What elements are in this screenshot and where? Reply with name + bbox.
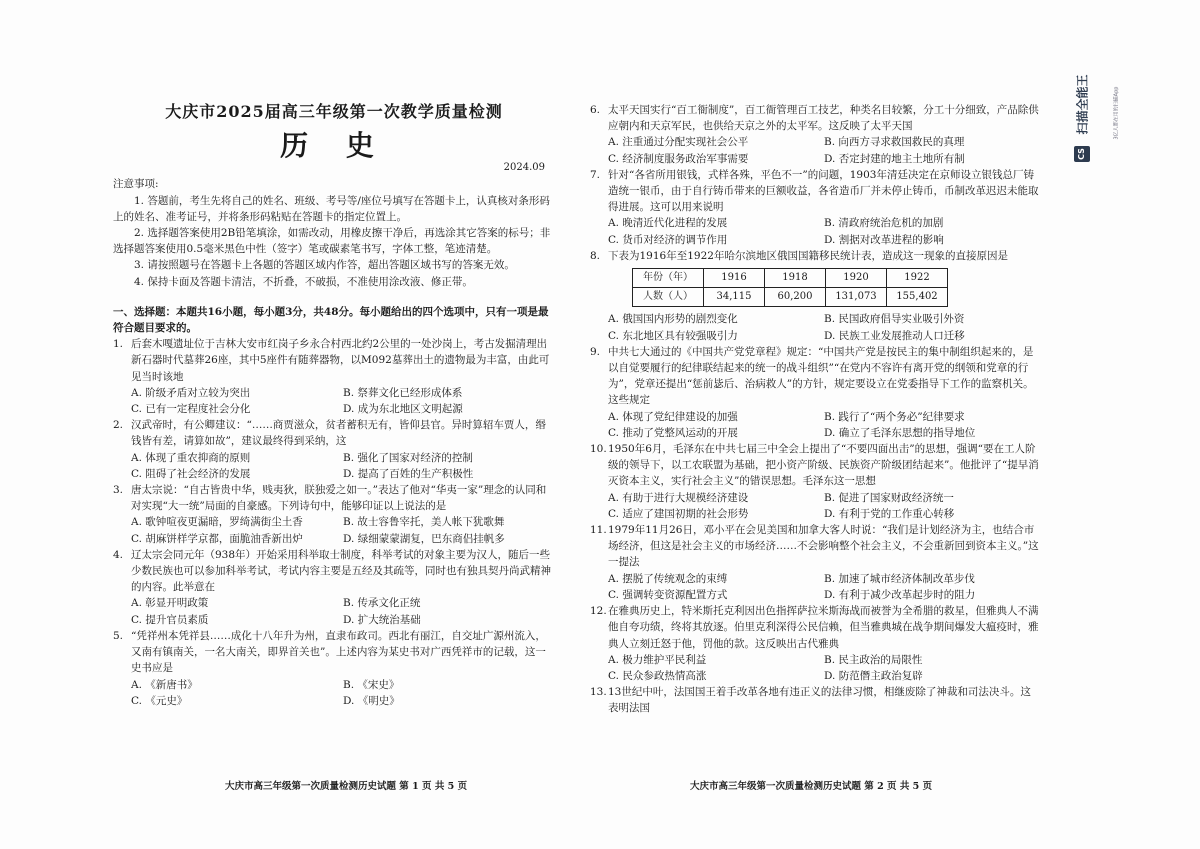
question-text: 在雅典历史上，特米斯托克利因出色指挥萨拉米斯海战而被誉为全希腊的救星，但雅典人不满他自夸功绩，终将其放逐。伯里克利深得公民信赖，但当雅典城在战争期间爆发大瘟疫时，雅典人立刻迁怒于他，罚他的款。这反映出古代雅典 [608,605,1039,650]
notice-heading: 注意事项: [113,178,159,191]
notice-item: 3. 请按照题号在答题卡上各题的答题区域内作答，超出答题区域书写的答案无效。 [134,259,515,272]
question-7 [590,167,1040,248]
option-a[interactable]: A. 有助于进行大规模经济建设 [608,491,749,504]
scanner-watermark [1074,68,1120,160]
question-text: 针对“各省所用银钱，式样各殊，平色不一”的问题，1903年清廷决定在京师设立银钱总厂铸造统一银币，由于自行铸币带来的巨额收益，各省造币厂并未停止铸币，币制改革迟迟未能取得进展。这可以用来说明 [608,168,1039,214]
table-header-label: 年份（年） [633,269,704,288]
exam-date: 2024.09 [503,162,545,174]
table-year: 1920 [826,269,887,288]
subject-title: 历 史 [280,129,388,163]
question-number: 10. [590,443,607,456]
option-b[interactable]: B. 民主政治的局限性 [824,653,923,666]
question-number: 13. [590,686,607,699]
option-d[interactable]: D. 有利于党的工作重心转移 [824,507,955,520]
scanner-app-name: 扫描全能王 [1075,74,1090,135]
question-text: 下表为1916年至1922年哈尔滨地区俄国国籍移民统计表，造成这一现象的直接原因是 [608,249,1008,262]
option-c[interactable]: C. 胡麻饼样学京都，面脆油香新出炉 [131,532,303,545]
table-row [633,269,948,288]
option-a[interactable]: A. 《新唐书》 [131,678,198,691]
option-b[interactable]: B. 传承文化正统 [343,597,421,610]
option-c[interactable]: C. 强调转变资源配置方式 [608,588,728,601]
option-a[interactable]: A. 注重通过分配实现社会公平 [608,136,749,149]
option-a[interactable]: A. 极力维护平民利益 [608,653,707,666]
option-c[interactable]: C. 适应了建国初期的社会形势 [608,507,749,520]
question-13 [590,684,1040,716]
exam-title: 大庆市2025届高三年级第一次教学质量检测 [165,102,503,121]
question-number: 2. [113,419,124,432]
question-text: 中共七大通过的《中国共产党党章程》规定：“中国共产党是按民主的集中制组织起来的，是以自觉要履行的纪律联结起来的统一的战斗组织”“在党内不容许有离开党的纲领和党章的行为”，党章还提出“惩前毖后、治病救人”的方针，规定要设立在党委指导下工作的监察机关。这些规定 [608,345,1034,407]
question-number: 5. [113,629,124,642]
option-b[interactable]: B. 强化了国家对经济的控制 [343,451,473,464]
option-b[interactable]: B. 祭葬文化已经形成体系 [343,386,463,399]
right-column [590,102,1040,717]
option-a[interactable]: A. 体现了党纪律建设的加强 [608,410,738,423]
question-number: 12. [590,605,607,618]
page-footer-left: 大庆市高三年级第一次质量检测历史试题 第 1 页 共 5 页 [225,781,468,792]
question-text: 太平天国实行“百工衙制度”，百工衙管理百工技艺，种类名目较繁，分工十分细致，产品除供应朝内和天京军民，也供给天京之外的太平军。这反映了太平天国 [608,104,1039,133]
option-b[interactable]: B. 《宋史》 [343,678,400,691]
option-c[interactable]: C. 《元史》 [131,694,188,707]
question-number: 3. [113,484,124,497]
notice-item: 1. 答题前，考生先将自己的姓名、班级、考号等/座位号填写在答题卡上，认真核对条形码上的姓名、准考证号，并将条形码粘贴在答题卡的指定位置上。 [113,194,550,223]
option-c[interactable]: C. 货币对经济的调节作用 [608,233,728,246]
question-number: 11. [590,524,607,537]
question-text: 13世纪中叶，法国国王着手改革各地有违正义的法律习惯，相继废除了神裁和司法决斗。这表明法国 [608,686,1031,715]
option-d[interactable]: D. 民族工业发展推动人口迁移 [824,329,965,342]
notice-item: 4. 保持卡面及答题卡清洁，不折叠，不破损，不准使用涂改液、修正带。 [134,275,473,288]
question-3 [113,482,555,547]
option-d[interactable]: D. 否定封建的地主土地所有制 [824,152,965,165]
question-10 [590,441,1040,522]
table-value: 60,200 [765,288,826,307]
question-2 [113,417,555,482]
option-c[interactable]: C. 民众参政热情高涨 [608,669,707,682]
option-d[interactable]: D. 扩大统治基础 [343,613,421,626]
question-number: 7. [590,168,601,181]
table-row-label: 人数（人） [633,288,704,307]
option-b[interactable]: B. 向西方寻求救国救民的真理 [824,136,965,149]
option-d[interactable]: D. 有利于减少改革起步时的阻力 [824,588,976,601]
option-d[interactable]: D. 成为东北地区文明起源 [343,403,463,416]
camscanner-logo-icon: CS [1074,146,1090,162]
question-8 [590,248,1040,344]
option-b[interactable]: B. 促进了国家财政经济统一 [824,491,954,504]
option-b[interactable]: B. 清政府统治危机的加剧 [824,217,944,230]
question-number: 8. [590,249,601,262]
table-value: 155,402 [887,288,948,307]
question-4 [113,547,555,628]
scanner-tagline: 3亿人都在用的扫描App [1113,86,1120,140]
option-c[interactable]: C. 经济制度服务政治军事需要 [608,152,749,165]
option-d[interactable]: D. 割据对改革进程的影响 [824,233,944,246]
question-number: 4. [113,548,124,561]
left-column [113,98,555,709]
table-value: 131,073 [826,288,887,307]
table-year: 1916 [704,269,765,288]
question-text: 汉武帝时，有公卿建议：“……商贾滋众，贫者蓄积无有，皆仰县官。异时算轺车贾人，缗钱皆有差，请算如故”，建议最终得到采纳，这 [131,419,546,448]
question-number: 9. [590,345,601,358]
option-d[interactable]: D. 防范僭主政治复辟 [824,669,923,682]
option-a[interactable]: A. 歌钟喧夜更漏暗，罗绮满街尘土香 [131,516,303,529]
question-number: 1. [113,338,124,351]
migration-table [632,268,948,307]
option-a[interactable]: A. 摆脱了传统观念的束缚 [608,572,728,585]
table-row [633,288,948,307]
question-text: 辽太宗会同元年（938年）开始采用科举取士制度，科举考试的对象主要为汉人，随后一些少数民族也可以参加科举考试，考试内容主要是五经及其疏等，同时也有独具契丹尚武精神的内容。此举意在 [131,548,551,594]
option-d[interactable]: D. 绿细蒙蒙湖复，巴东商侣挂帆多 [343,532,505,545]
option-c[interactable]: C. 已有一定程度社会分化 [131,403,251,416]
option-c[interactable]: C. 推动了党整风运动的开展 [608,426,738,439]
page-footer-right: 大庆市高三年级第一次质量检测历史试题 第 2 页 共 5 页 [690,781,933,792]
table-year: 1918 [765,269,826,288]
option-a[interactable]: A. 晚清近代化进程的发展 [608,217,728,230]
question-text: 后套木嘎遗址位于吉林大安市红岗子乡永合村西北约2公里的一处沙岗上，考古发掘清理出新石器时代墓葬26座，其中5座件有随葬器物，以M092墓葬出土的遗物最为丰富，由此可见当时该地 [131,338,550,383]
notice-item: 2. 选择题答案使用2B铅笔填涂，如需改动，用橡皮擦干净后，再选涂其它答案的标号；非选择题答案使用0.5毫米黑色中性（签字）笔或碳素笔书写，字体工整，笔迹清楚。 [113,227,551,256]
question-11 [590,522,1040,603]
option-c[interactable]: C. 东北地区具有较强吸引力 [608,329,738,342]
question-5 [113,628,555,709]
option-b[interactable]: B. 加速了城市经济体制改革步伐 [824,572,975,585]
question-text: 唐太宗说：“自古皆贵中华，贱夷狄，朕独爱之如一。”表达了他对“华夷一家”理念的认同和对实现“大一统”局面的自豪感。下列诗句中，能够印证以上说法的是 [131,484,547,513]
option-d[interactable]: D. 《明史》 [343,694,400,707]
question-12 [590,603,1040,684]
question-text: 1950年6月，毛泽东在中共七届三中全会上提出了“不要四面出击”的思想，强调“要在工人阶级的领导下，以工农联盟为基础，把小资产阶级、民族资产阶级团结起来”。他批评了“提早消灭资本主义，实行社会主义”的错误思想。毛泽东这一思想 [608,443,1039,488]
table-value: 34,115 [704,288,765,307]
option-d[interactable]: D. 提高了百姓的生产积极性 [343,467,474,480]
option-a[interactable]: A. 阶级矛盾对立较为突出 [131,386,251,399]
option-b[interactable]: B. 民国政府倡导实业吸引外资 [824,313,965,326]
question-6 [590,102,1040,167]
question-1 [113,336,555,417]
section-heading: 一、选择题：本题共16小题，每小题3分，共48分。每小题给出的四个选项中，只有一项是最符合题目要求的。 [113,305,549,335]
option-a[interactable]: A. 彰显开明政策 [131,597,209,610]
question-9 [590,344,1040,441]
table-year: 1922 [887,269,948,288]
option-a[interactable]: A. 俄国国内形势的剧烈变化 [608,313,738,326]
option-d[interactable]: D. 确立了毛泽东思想的指导地位 [824,426,976,439]
question-text: “凭祥州本凭祥县……成化十八年升为州，直隶布政司。西北有丽江，自交址广源州流入，又南有镇南关，一名大南关，即界首关也”。上述内容为某史书对广西凭祥市的记载，这一史书应是 [131,629,546,675]
question-text: 1979年11月26日，邓小平在会见美国和加拿大客人时说：“我们是计划经济为主，也结合市场经济，但这是社会主义的市场经济……不会影响整个社会主义，不会重新回到资本主义。”这一提法 [608,524,1039,569]
option-a[interactable]: A. 体现了重农抑商的原则 [131,451,251,464]
question-number: 6. [590,104,601,116]
option-b[interactable]: B. 践行了“两个务必”纪律要求 [824,410,965,423]
option-b[interactable]: B. 故士容鲁宰托，美人帐下犹歌舞 [343,516,505,529]
option-c[interactable]: C. 提升官员素质 [131,613,209,626]
option-c[interactable]: C. 阻碍了社会经济的发展 [131,467,251,480]
